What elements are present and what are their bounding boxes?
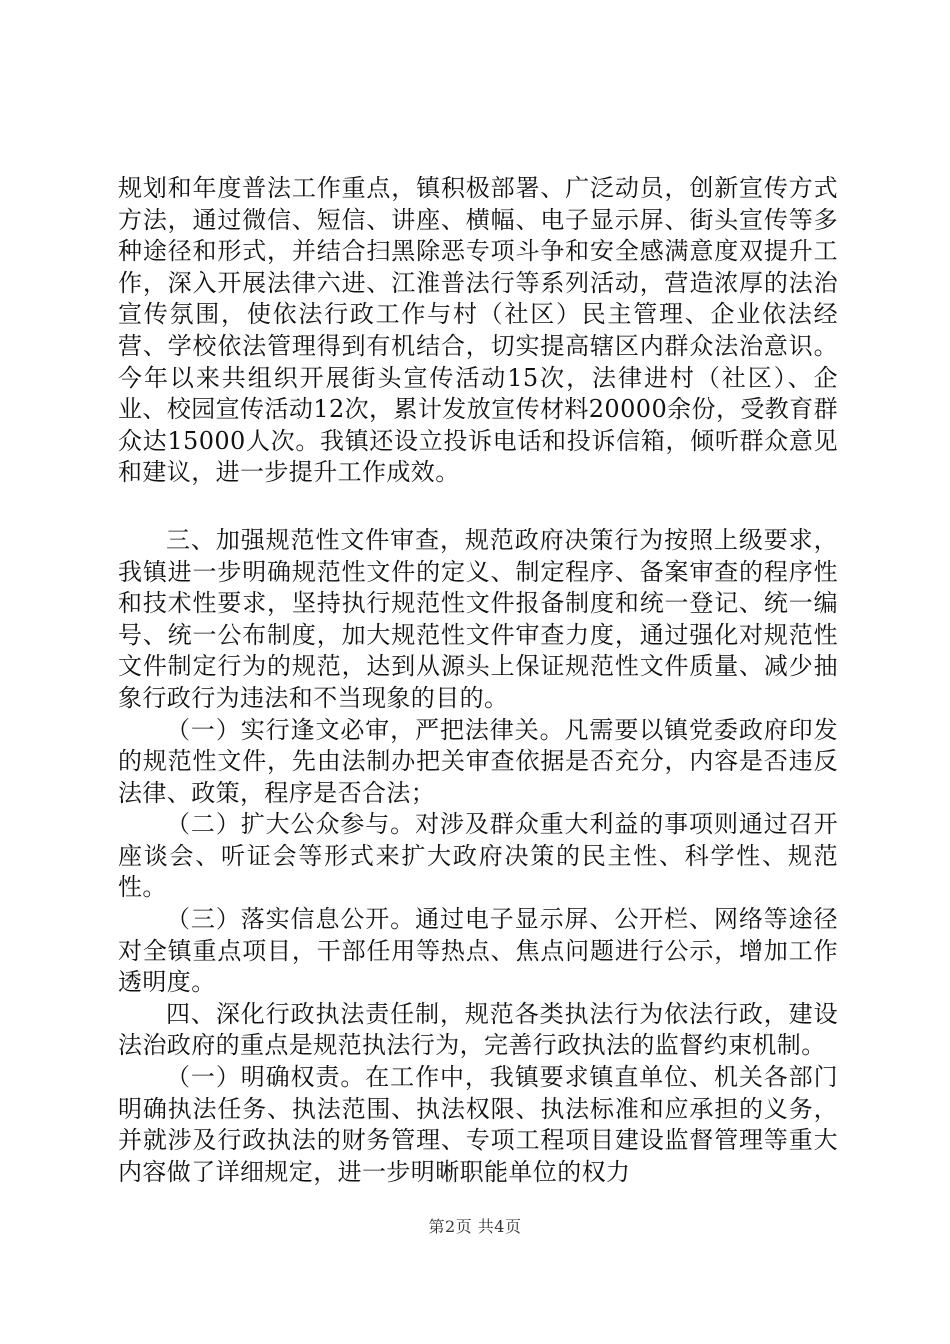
- paragraph-review-every-document: （一）实行逢文必审，严把法律关。凡需要以镇党委政府印发的规范性文件，先由法制办把关审查依据是否充分，内容是否违反法律、政策，程序是否合法；: [118, 715, 838, 807]
- document-body: [118, 173, 838, 1188]
- paragraph-clarify-responsibilities: （一）明确权责。在工作中，我镇要求镇直单位、机关各部门明确执法任务、执法范围、执法权限、执法标准和应承担的义务，并就涉及行政执法的财务管理、专项工程项目建设监督管理等重大内容做了详细规定，进一步明晰职能单位的权力: [118, 1063, 838, 1186]
- paragraph-public-participation: （二）扩大公众参与。对涉及群众重大利益的事项则通过召开座谈会、听证会等形式来扩大政府决策的民主性、科学性、规范性。: [118, 810, 838, 902]
- paragraph-publicity-continued: 规划和年度普法工作重点，镇积极部署、广泛动员，创新宣传方式方法，通过微信、短信、讲座、横幅、电子显示屏、街头宣传等多种途径和形式，并结合扫黑除恶专项斗争和安全感满意度双提升工作，深入开展法律六进、江淮普法行等系列活动，营造浓厚的法治宣传氛围，使依法行政工作与村（社区）民主管理、企业依法经营、学校依法管理得到有机结合，切实提高辖区内群众法治意识。今年以来共组织开展街头宣传活动15次，法律进村（社区）、企业、校园宣传活动12次，累计发放宣传材料20000余份，受教育群众达15000人次。我镇还设立投诉电话和投诉信箱，倾听群众意见和建议，进一步提升工作成效。: [118, 174, 838, 487]
- paragraph-information-disclosure: （三）落实信息公开。通过电子显示屏、公开栏、网络等途径对全镇重点项目，干部任用等热点、焦点问题进行公示，增加工作透明度。: [118, 905, 838, 997]
- paragraph-section-four: 四、深化行政执法责任制，规范各类执法行为依法行政，建设法治政府的重点是规范执法行为，完善行政执法的监督约束机制。: [118, 999, 838, 1060]
- paragraph-section-three: 三、加强规范性文件审查，规范政府决策行为按照上级要求，我镇进一步明确规范性文件的定义、制定程序、备案审查的程序性和技术性要求，坚持执行规范性文件报备制度和统一登记、统一编号、统一公布制度，加大规范性文件审查力度，通过强化对规范性文件制定行为的规范，达到从源头上保证规范性文件质量、减少抽象行政行为违法和不当现象的目的。: [118, 525, 838, 712]
- page-number-footer: 第2页 共4页: [428, 1217, 522, 1236]
